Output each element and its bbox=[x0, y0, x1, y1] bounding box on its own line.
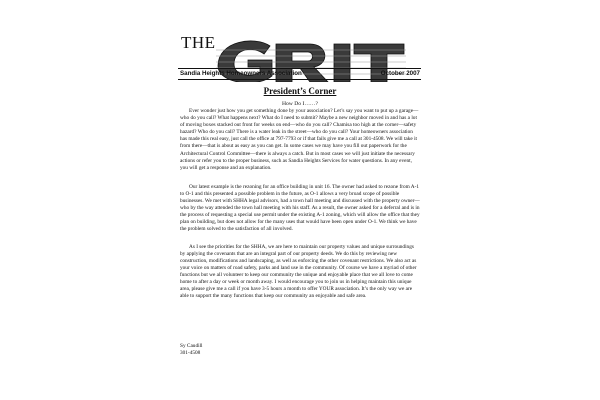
article-title: President’s Corner bbox=[263, 86, 337, 96]
issue-date: October 2007 bbox=[380, 70, 420, 77]
article-body bbox=[180, 108, 420, 308]
masthead-rule-top bbox=[178, 68, 421, 69]
association-name: Sandia Heights Homeowners Association bbox=[180, 70, 302, 77]
signature-block bbox=[180, 343, 203, 357]
signature-name: Sy Caudill bbox=[180, 343, 203, 349]
article-paragraph: Ever wonder just how you get something done by your association? Let’s say you want to put up a garage—who do you call? What happens next? What do I need to submit? Maybe a new neighbor moved in and has a lot of moving boxes stacked out front for weeks on end—who do you call? Chamisa too high at the corner—safety hazard? Who do you call? There is a water leak in the street—who do you call? Your homeowners association has made this real easy, just call the office at 797-7793 or if that fails give me a call at 301-4508. We will take it from there—that is about as easy as you can get. In some cases we may have you fill out paperwork for the Architectural Control Committee—there is always a catch. But in most cases we will just initiate the necessary actions or refer you to the proper business, such as Sandia Heights Services for water questions. In any event, you will get a response and an explanation. bbox=[180, 108, 419, 171]
masthead-the-text: THE bbox=[181, 33, 216, 52]
signature-phone: 301-4508 bbox=[180, 350, 201, 357]
article-paragraph: Our latest example is the rezoning for an office building in unit 16. The owner had asked to rezone from A-1 to O-1 and this presented a possible problem in the future, as O-1 allows a very broad scope of possible businesses. We met with SHHA legal advisors, had a town hall meeting and discussed with the property owner—who by the way attended the town hall meeting with his staff. As a result, the owner asked for a deferral and is in the process of requesting a special use permit under the existing A-1 zoning, which will allow the office that they plan on building, but does not allow for the many uses that would have been open under O-1. We think we have the problem solved to the satisfaction of all involved. bbox=[180, 183, 420, 233]
article-paragraph: As I see the priorities for the SHHA, we are here to maintain our property values and unique surroundings by applying the covenants that are an integral part of our property deeds. We do this by reviewing new construction, modifications and landscaping, as well as enforcing the other covenant restrictions. We also act as your voice on matters of road safety, parks and land use in the community. Of course we have a myriad of other functions but we all volunteer to keep our community the unique and enjoyable place that we all love to come home to after a day or week or month away. I would encourage you to join us in helping maintain this unique area, please give me a call if you have 3-5 hours a month to offer YOUR association. It’s the only way we are able to support the many functions that keep our community an enjoyable and safe area. bbox=[180, 243, 417, 300]
article-subhead: How Do I……? bbox=[281, 101, 319, 107]
masthead-rule-bottom bbox=[178, 79, 421, 80]
